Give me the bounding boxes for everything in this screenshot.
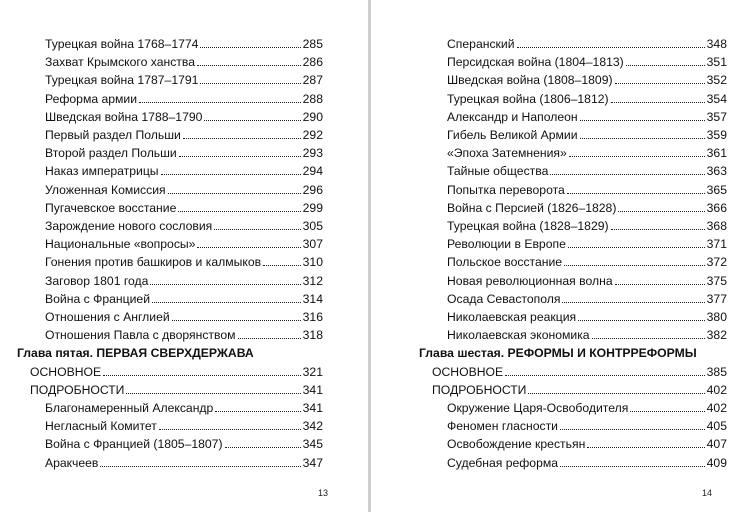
entry-page-number: 316 [302, 310, 323, 324]
entry-page-number: 347 [302, 455, 323, 470]
toc-entry [45, 124, 323, 142]
entry-title: Николаевская реакция [447, 310, 577, 324]
entry-page-number: 385 [706, 364, 727, 379]
dot-leader [126, 393, 300, 394]
entry-page-number: 380 [706, 310, 727, 324]
entry-title: ОСНОВНОЕ [432, 364, 504, 379]
toc-entry [447, 288, 727, 306]
entry-page-number: 368 [706, 219, 727, 233]
toc-entry [45, 142, 323, 160]
entry-title: Отношения с Англией [45, 310, 170, 324]
entry-title: ОСНОВНОЕ [30, 364, 102, 379]
dot-leader [615, 83, 705, 84]
entry-title: Осада Севастополя [447, 291, 561, 306]
entry-page-number: 341 [302, 382, 323, 397]
dot-leader [587, 447, 704, 448]
entry-title: Благонамеренный Александр [45, 401, 214, 415]
dot-leader [560, 429, 705, 430]
entry-title: Реформа армии [45, 91, 138, 106]
entry-title: Окружение Царя-Освободителя [447, 401, 629, 415]
entry-page-number: 348 [706, 37, 727, 51]
entry-title: Освобождение крестьян [447, 437, 586, 452]
entry-page-number: 285 [302, 37, 323, 51]
toc-entry [447, 233, 727, 251]
toc-entry [45, 69, 323, 87]
entry-title: Гонения против башкиров и калмыков [45, 255, 262, 270]
dot-leader [528, 393, 704, 394]
entry-page-number: 310 [302, 255, 323, 270]
entry-title: Зарождение нового сословия [45, 219, 213, 233]
dot-leader [168, 193, 301, 194]
toc-entry [30, 361, 323, 379]
entry-page-number: 363 [706, 164, 727, 179]
entry-title: Уложенная Комиссия [45, 182, 166, 197]
dot-leader [560, 466, 705, 467]
toc-entry [447, 215, 727, 233]
entry-page-number: 371 [706, 237, 727, 252]
entry-page-number: 361 [706, 146, 727, 161]
entry-page-number: 409 [706, 455, 727, 470]
entry-title: ПОДРОБНОСТИ [432, 382, 527, 397]
entry-title: Новая революционная волна [447, 273, 613, 288]
dot-leader [615, 284, 705, 285]
entry-page-number: 314 [302, 291, 323, 306]
page-number: 13 [318, 488, 329, 498]
dot-leader [568, 247, 705, 248]
toc-entry [447, 306, 727, 324]
toc-entry [447, 397, 727, 415]
toc-entry [45, 415, 323, 433]
entry-page-number: 402 [706, 382, 727, 397]
dot-leader [517, 47, 705, 48]
toc-entry [447, 33, 727, 51]
entry-title: Шведская война 1788–1790 [45, 109, 203, 124]
dot-leader [630, 411, 704, 412]
entry-title: Глава шестая. РЕФОРМЫ И КОНТРРЕФОРМЫ [419, 346, 697, 361]
dot-leader [562, 302, 704, 303]
toc-entry [447, 251, 727, 269]
dot-leader [197, 65, 301, 66]
entry-page-number: 375 [706, 273, 727, 288]
entry-title: Отношения Павла с дворянством [45, 328, 236, 343]
entry-page-number: 286 [302, 55, 323, 70]
dot-leader [172, 320, 301, 321]
entry-page-number: 312 [302, 273, 323, 288]
chapter-heading [419, 342, 727, 360]
entry-page-number: 293 [302, 146, 323, 161]
entry-page-number: 345 [302, 437, 323, 452]
toc-entry [45, 452, 323, 470]
entry-title: Польское восстание [447, 255, 563, 270]
entry-title: Глава пятая. ПЕРВАЯ СВЕРХДЕРЖАВА [17, 346, 254, 361]
dot-leader [263, 265, 301, 266]
entry-title: Пугачевское восстание [45, 200, 177, 215]
entry-title: Революции в Европе [447, 237, 566, 252]
toc-entry [45, 233, 323, 251]
entry-page-number: 292 [302, 128, 323, 142]
toc-entry [45, 88, 323, 106]
entry-title: Турецкая война (1828–1829) [447, 219, 609, 233]
toc-entry [45, 106, 323, 124]
dot-leader [215, 411, 300, 412]
toc-entry [447, 433, 727, 451]
entry-page-number: 366 [706, 200, 727, 215]
dot-leader [214, 229, 300, 230]
dot-leader [161, 174, 301, 175]
dot-leader [580, 138, 705, 139]
entry-title: Персидская война (1804–1813) [447, 55, 624, 70]
toc-entry [45, 160, 323, 178]
entry-page-number: 365 [706, 182, 727, 197]
dot-leader [183, 138, 301, 139]
entry-title: Национальные «вопросы» [45, 237, 196, 252]
toc-entry [45, 215, 323, 233]
dot-leader [197, 247, 300, 248]
entry-title: Война с Францией [45, 291, 151, 306]
entry-page-number: 294 [302, 164, 323, 179]
dot-leader [152, 302, 301, 303]
dot-leader [139, 102, 301, 103]
entry-title: Сперанский [447, 37, 515, 51]
entry-page-number: 357 [706, 109, 727, 124]
dot-leader [567, 193, 705, 194]
toc-entry [432, 361, 727, 379]
toc-entry [447, 88, 727, 106]
toc-entry [45, 397, 323, 415]
toc-entry [45, 197, 323, 215]
dot-leader [225, 447, 301, 448]
dot-leader [100, 466, 300, 467]
entry-title: Феномен гласности [447, 419, 558, 434]
entry-page-number: 296 [302, 182, 323, 197]
toc-entry [30, 379, 323, 397]
entry-title: Николаевская экономика [447, 328, 590, 343]
entry-page-number: 288 [302, 91, 323, 106]
entry-title: Наказ императрицы [45, 164, 159, 179]
dot-leader [179, 156, 301, 157]
entry-page-number: 318 [302, 328, 323, 343]
dot-leader [238, 338, 301, 339]
dot-leader [178, 211, 300, 212]
dot-leader [626, 65, 705, 66]
toc-entry [447, 270, 727, 288]
entry-page-number: 402 [706, 401, 727, 415]
dot-leader [200, 83, 300, 84]
toc-entry [447, 197, 727, 215]
dot-leader [505, 375, 705, 376]
entry-page-number: 352 [706, 73, 727, 88]
entry-title: «Эпоха Затемнения» [447, 146, 567, 161]
entry-page-number: 305 [302, 219, 323, 233]
entry-page-number: 287 [302, 73, 323, 88]
dot-leader [618, 211, 704, 212]
toc-entry [447, 415, 727, 433]
entry-page-number: 299 [302, 200, 323, 215]
dot-leader [564, 265, 705, 266]
toc-entry [432, 379, 727, 397]
entry-page-number: 321 [302, 364, 323, 379]
entry-title: Судебная реформа [447, 455, 559, 470]
dot-leader [611, 229, 705, 230]
entry-page-number: 405 [706, 419, 727, 434]
dot-leader [580, 120, 705, 121]
entry-page-number: 341 [302, 401, 323, 415]
toc-entry [45, 288, 323, 306]
chapter-heading [17, 342, 323, 360]
dot-leader [204, 120, 300, 121]
toc-entry [45, 433, 323, 451]
toc-entry [45, 324, 323, 342]
dot-leader [150, 284, 300, 285]
page-number: 14 [702, 488, 713, 498]
entry-title: Война с Персией (1826–1828) [447, 200, 617, 215]
entry-title: Война с Францией (1805–1807) [45, 437, 223, 452]
entry-title: Гибель Великой Армии [447, 128, 578, 142]
entry-title: Тайные общества [447, 164, 549, 179]
entry-page-number: 290 [302, 109, 323, 124]
dot-leader [578, 320, 705, 321]
dot-leader [200, 47, 300, 48]
entry-page-number: 382 [706, 328, 727, 343]
entry-page-number: 351 [706, 55, 727, 70]
entry-title: Турецкая война (1806–1812) [447, 91, 609, 106]
entry-title: Негласный Комитет [45, 419, 157, 434]
toc-entry [45, 270, 323, 288]
entry-title: Шведская война (1808–1809) [447, 73, 613, 88]
entry-title: Турецкая война 1787–1791 [45, 73, 199, 88]
entry-page-number: 307 [302, 237, 323, 252]
entry-page-number: 354 [706, 91, 727, 106]
toc-entry [45, 33, 323, 51]
toc-entry [447, 324, 727, 342]
toc-entry [447, 69, 727, 87]
toc-entry [45, 51, 323, 69]
entry-title: Первый раздел Польши [45, 128, 181, 142]
entry-page-number: 342 [302, 419, 323, 434]
entry-title: Александр и Наполеон [447, 109, 578, 124]
toc-entry [447, 142, 727, 160]
toc-entry [45, 306, 323, 324]
right-page [371, 0, 750, 512]
dot-leader [550, 174, 704, 175]
entry-title: Заговор 1801 года [45, 273, 149, 288]
dot-leader [611, 102, 705, 103]
entry-title: Захват Крымского ханства [45, 55, 196, 70]
dot-leader [569, 156, 705, 157]
toc-entry [447, 452, 727, 470]
toc-entry [447, 106, 727, 124]
entry-title: Аракчеев [45, 455, 99, 470]
entry-page-number: 377 [706, 291, 727, 306]
toc-entry [447, 179, 727, 197]
left-page [0, 0, 368, 512]
entry-page-number: 372 [706, 255, 727, 270]
toc-entry [447, 124, 727, 142]
entry-title: Турецкая война 1768–1774 [45, 37, 199, 51]
entry-title: Второй раздел Польши [45, 146, 177, 161]
toc-entry [447, 160, 727, 178]
dot-leader [592, 338, 705, 339]
entry-title: ПОДРОБНОСТИ [30, 382, 125, 397]
entry-page-number: 359 [706, 128, 727, 142]
toc-entry [447, 51, 727, 69]
toc-entry [45, 179, 323, 197]
entry-title: Попытка переворота [447, 182, 565, 197]
dot-leader [159, 429, 301, 430]
entry-page-number: 407 [706, 437, 727, 452]
toc-entry [45, 251, 323, 269]
dot-leader [103, 375, 301, 376]
